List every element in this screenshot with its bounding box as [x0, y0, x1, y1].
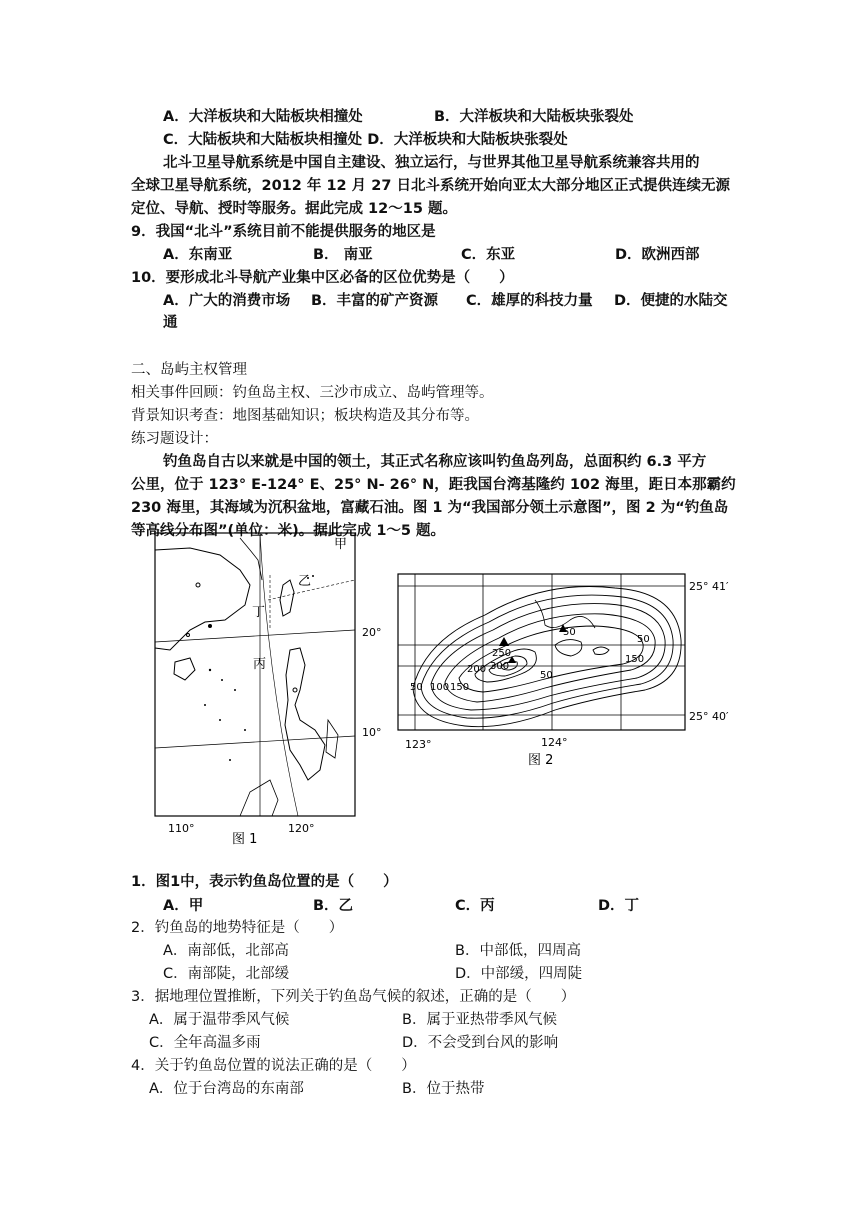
figure1-label-yi: 乙 — [298, 574, 312, 589]
figure2-lat-top: 25° 41′ — [689, 580, 729, 593]
q10-option-b: B．丰富的矿产资源 — [311, 293, 439, 309]
beidou-passage-line-2: 全球卫星导航系统，2012 年 12 月 27 日北斗系统开始向亚太大部分地区正式提供连续无源 — [131, 178, 730, 194]
q2-stem: 2．钓鱼岛的地势特征是（ ） — [131, 920, 344, 936]
q9-option-b: B． 南亚 — [313, 247, 373, 263]
q1-option-c: C．丙 — [455, 898, 495, 914]
q3-stem: 3．据地理位置推断，下列关于钓鱼岛气候的叙述，正确的是（ ） — [131, 989, 576, 1005]
q10-option-a: A．广大的消费市场 — [163, 293, 291, 309]
figure2-caption: 图 2 — [528, 753, 554, 768]
q2-option-b: B．中部低，四周高 — [455, 943, 581, 959]
figure1-lon-110: 110° — [168, 822, 195, 835]
section2-events: 相关事件回顾：钓鱼岛主权、三沙市成立、岛屿管理等。 — [131, 385, 494, 401]
q2-option-a: A．南部低，北部高 — [163, 943, 289, 959]
figure2-map-graphic — [395, 570, 775, 770]
q1-option-a: A．甲 — [163, 898, 204, 914]
figure1-map-graphic — [150, 530, 410, 850]
section2-design: 练习题设计： — [131, 431, 218, 447]
figure1-label-jia: 甲 — [334, 537, 348, 552]
diaoyu-passage-line-2: 公里，位于 123° E-124° E、25° N- 26° N，距我国台湾基隆约 102 海里，距日本那霸约 — [131, 477, 736, 493]
q10-option-d: D．便捷的水陆交 — [614, 293, 728, 309]
figure2-lon-123: 123° — [405, 738, 432, 751]
diaoyu-passage-line-4: 等高线分布图”(单位：米)。据此完成 1～5 题。 — [131, 523, 446, 539]
contour-label-50-peak: 50 — [563, 627, 576, 638]
q4-option-a: A．位于台湾岛的东南部 — [149, 1081, 304, 1097]
q9-option-d: D．欧洲西部 — [615, 247, 700, 263]
q8-option-a: A．大洋板块和大陆板块相撞处 — [163, 109, 363, 125]
q4-stem: 4．关于钓鱼岛位置的说法正确的是（ ） — [131, 1058, 416, 1074]
q1-option-b: B．乙 — [313, 898, 354, 914]
q10-option-d-continued: 通 — [163, 315, 178, 331]
q3-option-a: A．属于温带季风气候 — [149, 1012, 290, 1028]
figure1-lat-10: 10° — [362, 726, 382, 739]
q9-stem: 9．我国“北斗”系统目前不能提供服务的地区是 — [131, 224, 436, 240]
contour-label-50-west: 50 — [410, 682, 423, 693]
contour-label-300: 300 — [490, 661, 510, 672]
figure1-lat-20: 20° — [362, 626, 382, 639]
diaoyu-passage-line-3: 230 海里，其海域为沉积盆地，富藏石油。图 1 为“我国部分领土示意图”，图 2 为“钓鱼岛 — [131, 500, 729, 516]
q2-option-d: D．中部缓，四周陡 — [455, 966, 583, 982]
q3-option-d: D．不会受到台风的影响 — [402, 1035, 559, 1051]
figure1-label-ding: 丁 — [252, 605, 266, 620]
contour-label-150-west: 150 — [450, 682, 470, 693]
contour-label-100: 100 — [430, 682, 450, 693]
q2-option-c: C．南部陡，北部缓 — [163, 966, 290, 982]
diaoyu-passage-line-1: 钓鱼岛自古以来就是中国的领土，其正式名称应该叫钓鱼岛列岛，总面积约 6.3 平方 — [163, 454, 707, 470]
q8-option-b: B．大洋板块和大陆板块张裂处 — [434, 109, 634, 125]
q9-option-c: C．东亚 — [461, 247, 516, 263]
q1-option-d: D．丁 — [598, 898, 640, 914]
figure2-lon-124: 124° — [541, 736, 568, 749]
figure1-caption: 图 1 — [232, 832, 258, 847]
figure2-lat-bottom: 25° 40′ — [689, 710, 729, 723]
q8-option-cd: C．大陆板块和大陆板块相撞处 D．大洋板块和大陆板块张裂处 — [163, 132, 568, 148]
q3-option-c: C．全年高温多雨 — [149, 1035, 261, 1051]
figure1-lon-120: 120° — [288, 822, 315, 835]
figure1-territory-map — [150, 530, 410, 850]
q4-option-b: B．位于热带 — [402, 1081, 485, 1097]
section2-title: 二、岛屿主权管理 — [131, 362, 247, 378]
contour-label-150-east: 150 — [625, 654, 645, 665]
q10-option-c: C．雄厚的科技力量 — [466, 293, 593, 309]
beidou-passage-line-3: 定位、导航、授时等服务。据此完成 12～15 题。 — [131, 201, 457, 217]
figure1-label-bing: 丙 — [253, 657, 267, 672]
contour-label-50-east: 50 — [637, 634, 650, 645]
contour-label-200: 200 — [467, 664, 487, 675]
figure2-contour-map — [395, 570, 775, 770]
beidou-passage-line-1: 北斗卫星导航系统是中国自主建设、独立运行，与世界其他卫星导航系统兼容共用的 — [163, 155, 700, 171]
section2-background: 背景知识考查：地图基础知识；板块构造及其分布等。 — [131, 408, 479, 424]
q9-option-a: A．东南亚 — [163, 247, 233, 263]
q1-stem: 1．图1中，表示钓鱼岛位置的是（ ） — [131, 874, 398, 890]
q3-option-b: B．属于亚热带季风气候 — [402, 1012, 557, 1028]
q10-stem: 10．要形成北斗导航产业集中区必备的区位优势是（ ） — [131, 270, 514, 286]
contour-label-50-south: 50 — [540, 670, 553, 681]
contour-label-250: 250 — [492, 648, 512, 659]
